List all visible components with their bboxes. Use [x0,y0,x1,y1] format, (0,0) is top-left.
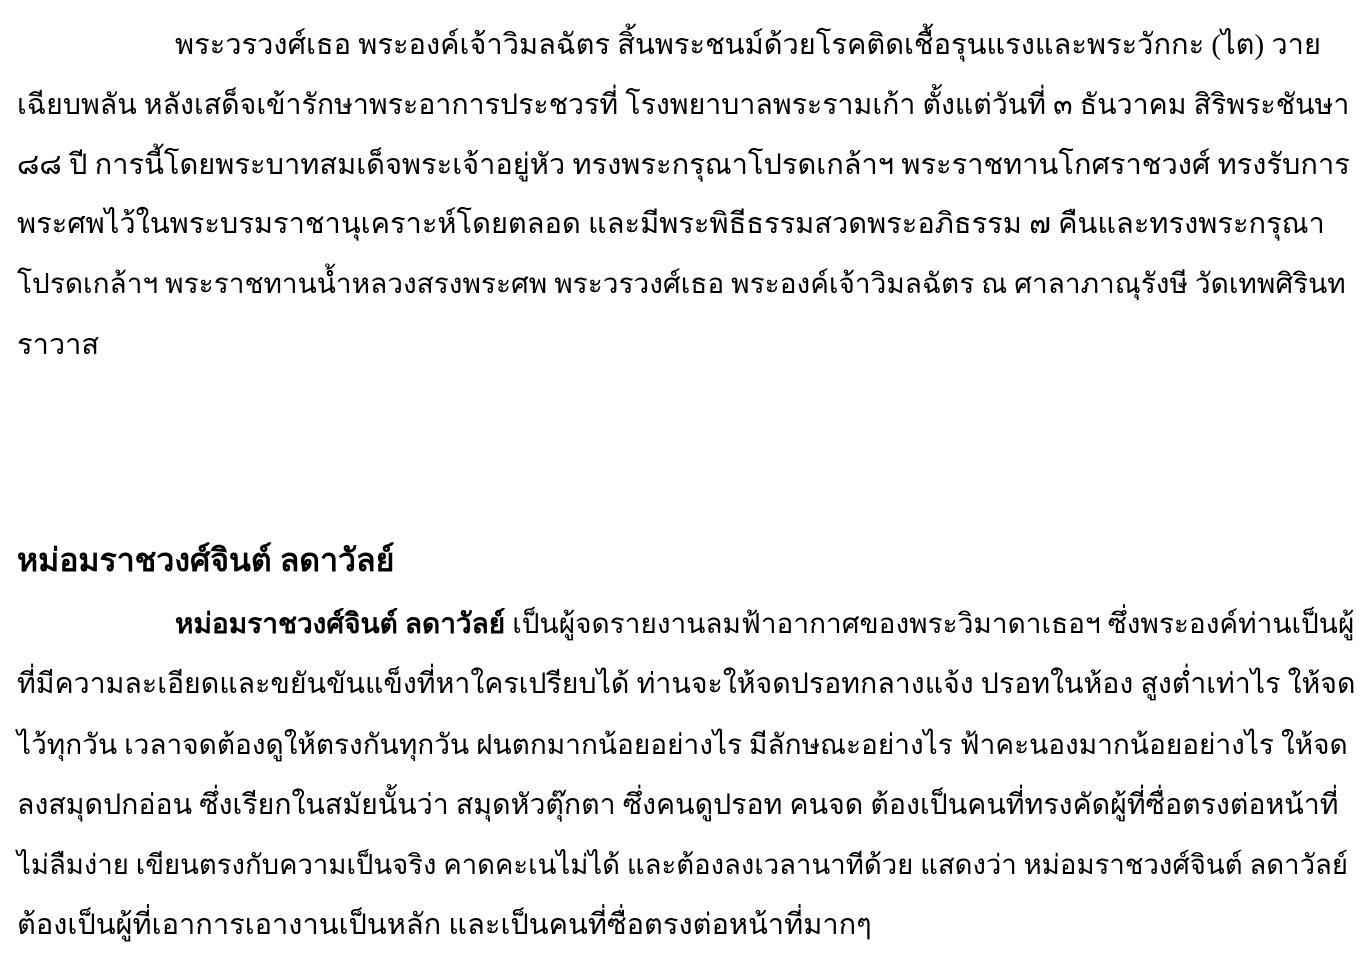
paragraph-1-line-1: พระวรวงศ์เธอ พระองค์เจ้าวิมลฉัตร สิ้นพระชนม์ด้วยโรคติดเชื้อรุนแรงและพระวักกะ (ไต) วาย [175,29,1321,61]
paragraph-2-line-5: ไม่ลืมง่าย เขียนตรงกับความเป็นจริง คาดคะเนไม่ได้ และต้องลงเวลานาทีด้วย แสดงว่า หม่อมราชวงศ์จินต์ ลดาวัลย์ [17,849,1348,880]
paragraph-2-line-4: ลงสมุดปกอ่อน ซึ่งเรียกในสมัยนั้นว่า สมุดหัวตุ๊กตา ซึ่งคนดูปรอท คนจด ต้องเป็นคนที่ทรงคัดผู้ที่ซื่อตรงต่อหน้าที่ [17,790,1339,821]
paragraph-2-line-3: ไว้ทุกวัน เวลาจดต้องดูให้ตรงกันทุกวัน ฝนตกมากน้อยอย่างไร มีลักษณะอย่างไร ฟ้าคะนองมากน้อยอย่างไร ให้จด [17,730,1348,761]
paragraph-2-line-1-rest: เป็นผู้จดรายงานลมฟ้าอากาศของพระวิมาดาเธอฯ ซึ่งพระองค์ท่านเป็นผู้ [505,609,1355,640]
section-heading: หม่อมราชวงศ์จินต์ ลดาวัลย์ [17,542,395,578]
person-name-bold: หม่อมราชวงศ์จินต์ ลดาวัลย์ [175,609,506,640]
paragraph-1-line-3: ๘๘ ปี การนี้โดยพระบาทสมเด็จพระเจ้าอยู่หัว ทรงพระกรุณาโปรดเกล้าฯ พระราชทานโกศราชวงศ์ ทรงรับการ [17,149,1350,181]
paragraph-2-line-2: ที่มีความละเอียดและขยันขันแข็งที่หาใครเปรียบได้ ท่านจะให้จดปรอทกลางแจ้ง ปรอทในห้อง สูงต่ำเท่าไร ให้จด [17,669,1356,700]
paragraph-2-line-1 [175,605,1354,645]
paragraph-1-line-2: เฉียบพลัน หลังเสด็จเข้ารักษาพระอาการประชวรที่ โรงพยาบาลพระรามเก้า ตั้งแต่วันที่ ๓ ธันวาคม สิริพระชันษา [17,90,1350,121]
paragraph-1-line-4: พระศพไว้ในพระบรมราชานุเคราะห์โดยตลอด และมีพระพิธีธรรมสวดพระอภิธรรม ๗ คืนและทรงพระกรุณา [17,208,1325,240]
paragraph-1-line-6: ราวาส [17,329,100,361]
paragraph-1-line-5: โปรดเกล้าฯ พระราชทานน้ำหลวงสรงพระศพ พระวรวงศ์เธอ พระองค์เจ้าวิมลฉัตร ณ ศาลาภาณุรังษี วัดเทพศิรินท [17,269,1346,300]
paragraph-2-line-6: ต้องเป็นผู้ที่เอาการเอางานเป็นหลัก และเป็นคนที่ซื่อตรงต่อหน้าที่มากๆ [17,909,872,941]
